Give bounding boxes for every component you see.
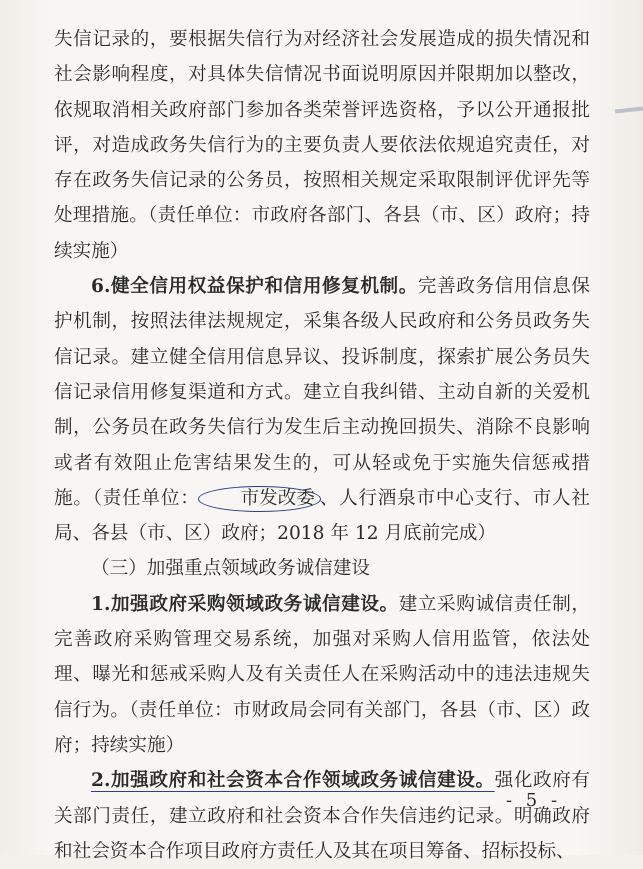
item-6-paragraph: [54, 269, 590, 551]
bleed-through-mark: [615, 107, 643, 114]
item-1-body: 建立采购诚信责任制，完善政府采购管理交易系统，加强对采购人信用监管，依法处理、曝光和惩戒采购人及有关责任人在采购活动中的违法违规失信行为。（责任单位：市财政局会同有关部门，各县（市、区）政府；持续实施）: [54, 593, 590, 756]
section-3-heading: [54, 551, 590, 586]
paragraph-continuation: [54, 22, 590, 269]
item-1-heading: 1.加强政府采购领域政务诚信建设。: [91, 593, 399, 615]
document-body: [54, 22, 590, 869]
item-6-body-part-b: 、人行酒泉市中心支行、市人社局、各县（市、区）政府；2018 年 12 月底前完成）: [54, 487, 590, 545]
item-2-paragraph: [54, 763, 590, 869]
item-2-heading-underlined: 2.加强政府和社会资本合作领域政务诚信建设。: [91, 770, 495, 792]
handwritten-circle-annotation: 市发改委: [198, 486, 321, 512]
item-1-paragraph: [54, 587, 590, 763]
paragraph-text: 失信记录的，要根据失信行为对经济社会发展造成的损失情况和社会影响程度，对具体失信情况书面说明原因并限期加以整改，依规取消相关政府部门参加各类荣誉评选资格，予以公开通报批评，对造成政务失信行为的主要负责人要依法依规追究责任，对存在政务失信记录的公务员，按照相关规定采取限制评优评先等处理措施。（责任单位：市政府各部门、各县（市、区）政府；持续实施）: [54, 29, 590, 262]
item-6-heading: 6.健全信用权益保护和信用修复机制。: [91, 276, 418, 298]
section-heading-text: （三）加强重点领域政务诚信建设: [91, 558, 370, 580]
item-6-body-part-a: 完善政务信用信息保护机制，按照法律法规规定，采集各级人民政府和公务员政务失信记录。建立健全信用信息异议、投诉制度，探索扩展公务员失信记录信用修复渠道和方式。建立自我纠错、主动自新的关爱机制，公务员在政务失信行为发生后主动挽回损失、消除不良影响或者有效阻止危害结果发生的，可从轻或免于实施失信惩戒措施。（责任单位：: [54, 276, 590, 509]
item-2-body: 强化政府有关部门责任，建立政府和社会资本合作失信违约记录。明确政府和社会资本合作项目政府方责任人及其在项目筹备、招标投标、: [54, 770, 590, 862]
page-number: - 5 -: [506, 790, 562, 811]
